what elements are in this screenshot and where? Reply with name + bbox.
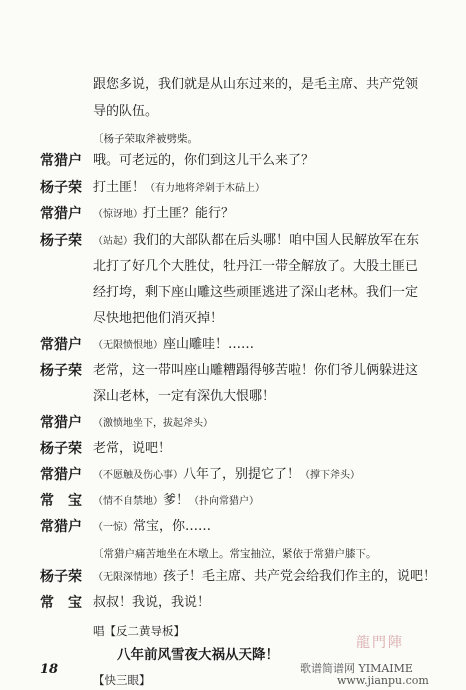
text-line	[93, 519, 211, 536]
speaker: 常猎户	[40, 153, 82, 169]
text-line	[93, 493, 259, 510]
dialogue: 孩子！毛主席、共产党会给我们作主的，说吧！	[163, 569, 437, 584]
stage-direction: （扑向常猎户）	[189, 496, 260, 507]
speaker: 常猎户	[40, 206, 82, 222]
speaker: 杨子荣	[40, 569, 82, 585]
text-line: 导的队伍。	[93, 104, 159, 119]
dialogue: 打土匪？能行？	[143, 206, 235, 221]
stage-direction: （不愿触及伤心事）	[93, 470, 183, 481]
speaker: 杨子荣	[40, 180, 82, 196]
dialogue: 打土匪！	[93, 180, 146, 195]
speaker: 常 宝	[40, 493, 82, 509]
text-line: 经打垮，剩下座山雕这些顽匪逃进了深山老林。我们一定	[93, 285, 419, 300]
speaker: 常猎户	[40, 519, 82, 535]
dialogue: 常宝，你……	[133, 519, 212, 534]
stage-direction: （无限深情地）	[93, 572, 163, 583]
stage-direction: （情不自禁地）	[93, 496, 163, 507]
text-line	[93, 569, 436, 586]
speaker: 杨子荣	[40, 441, 82, 457]
stage-direction: （无限愤恨地）	[93, 340, 163, 351]
aria-label: 【快三眼】	[93, 673, 151, 687]
stage-direction: （有力地将斧剁于木砧上）	[145, 183, 266, 194]
stage-direction: （撑下斧头）	[300, 470, 361, 481]
aria-label: 唱【反二黄导板】	[93, 624, 185, 638]
stage-direction: 〔常猎户痛苦地坐在木墩上。常宝抽泣，紧依于常猎户膝下。	[93, 548, 377, 560]
dialogue: 爹！	[163, 493, 190, 508]
stage-direction: （站起）	[93, 236, 133, 247]
text-line	[93, 337, 254, 354]
stage-direction: 〔杨子荣取斧被劈柴。	[93, 133, 198, 145]
text-line: 叔叔！我说，我说！	[93, 595, 211, 610]
text-line: 老常，这一带叫座山雕糟蹋得够苦啦！你们爷儿俩躲进这	[93, 363, 419, 378]
speaker: 常猎户	[40, 337, 82, 353]
text-line: 老常，说吧！	[93, 441, 172, 456]
stage-direction: （惊讶地）	[93, 209, 143, 220]
text-line: 深山老林，一定有深仇大恨哪！	[93, 389, 276, 404]
dialogue: 我们的大部队都在后头哪！咱中国人民解放军在东	[133, 233, 420, 248]
speaker: 杨子荣	[40, 233, 82, 249]
speaker: 常 宝	[40, 595, 82, 611]
watermark-text: 歌谱简谱网 YIMAIME	[300, 662, 413, 675]
text-line: 跟您多说，我们就是从山东过来的，是毛主席、共产党领	[93, 77, 419, 92]
stage-direction: （一惊）	[93, 522, 133, 533]
speaker: 常猎户	[40, 415, 82, 431]
watermark-logo: 龍門陣	[356, 635, 404, 651]
stage-direction: （激愤地坐下，拔起斧头）	[93, 418, 213, 429]
speaker: 杨子荣	[40, 363, 82, 379]
text-line: 北打了好几个大胜仗，牡丹江一带全解放了。大股土匪已	[93, 259, 419, 274]
text-line	[93, 233, 419, 250]
page-number: 18	[40, 662, 59, 677]
text-line	[93, 180, 265, 197]
dialogue: 座山雕哇！……	[163, 337, 255, 352]
text-line	[93, 467, 360, 484]
aria-lyric: 八年前风雪夜大祸从天降！	[117, 647, 279, 663]
text-line	[93, 206, 234, 223]
dialogue: 八年了，别提它了！	[183, 467, 301, 482]
text-line: 哦。可老远的，你们到这儿干么来了？	[93, 153, 315, 168]
speaker: 常猎户	[40, 467, 82, 483]
watermark-url: www.jianpu.com	[337, 674, 429, 687]
text-line: 尽快地把他们消灭掉！	[93, 311, 224, 326]
